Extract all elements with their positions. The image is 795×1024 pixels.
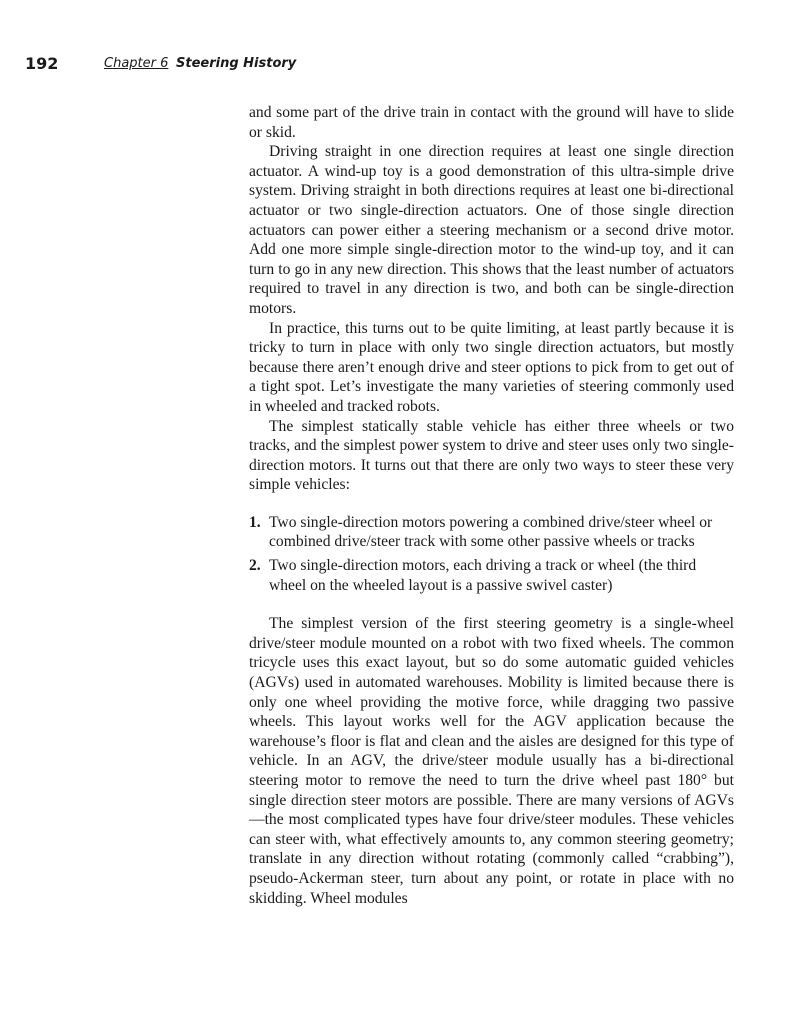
chapter-label: Chapter 6 [104,56,169,71]
paragraph: Driving straight in one direction requires at least one single direction actuator. A wind-up toy is a good demonstration of this ultra-simple drive system. Driving straight in both directions requires at least one bi-directional actuator or two single-direction actuators. One of those single direction actuators can power either a steering mechanism or a second drive motor. Add one more simple single-direction motor to the wind-up toy, and it can turn to go in any new direction. This shows that the least number of actuators required to travel in any direction is two, and both can be single-direction motors. [249,143,734,317]
numbered-list [249,513,734,595]
list-item [249,556,734,595]
list-item-text: Two single-direction motors powering a combined drive/steer wheel or combined drive/steer track with some other passive wheels or tracks [269,513,713,551]
page-number: 192 [25,54,59,73]
list-item-text: Two single-direction motors, each driving a track or wheel (the third wheel on the wheeled layout is a passive swivel caster) [269,557,697,594]
body-text [249,103,734,908]
paragraph: The simplest version of the first steering geometry is a single-wheel drive/steer module mounted on a robot with two fixed wheels. The common tricycle uses this exact layout, but so do some automatic guided vehicles (AGVs) used in automated warehouses. Mobility is limited because there is only one wheel providing the motive force, while dragging two passive wheels. This layout works well for the AGV application because the warehouse’s floor is flat and clean and the aisles are designed for this type of vehicle. In an AGV, the drive/steer module usually has a bi-directional steering motor to remove the need to turn the drive wheel past 180° but single direction steer motors are possible. There are many versions of AGVs—the most complicated types have four drive/steer modules. These vehicles can steer with, what effectively amounts to, any common steering geometry; translate in any direction without rotating (commonly called “crabbing”), pseudo-Ackerman steer, turn about any point, or rotate in place with no skidding. Wheel modules [249,615,734,907]
list-number: 2. [249,557,261,575]
paragraph: The simplest statically stable vehicle has either three wheels or two tracks, and the simplest power system to drive and steer uses only two single-direction motors. It turns out that there are only two ways to steer these very simple vehicles: [249,417,734,494]
list-number: 1. [249,513,261,531]
paragraph: In practice, this turns out to be quite limiting, at least partly because it is tricky to turn in place with only two single direction actuators, but mostly because there aren’t enough drive and steer options to pick from to get out of a tight spot. Let’s investigate the many varieties of steering commonly used in wheeled and tracked robots. [249,319,734,415]
paragraph-continued: and some part of the drive train in contact with the ground will have to slide or skid. [249,104,734,141]
chapter-title: Steering History [176,56,297,71]
list-item [249,513,734,552]
